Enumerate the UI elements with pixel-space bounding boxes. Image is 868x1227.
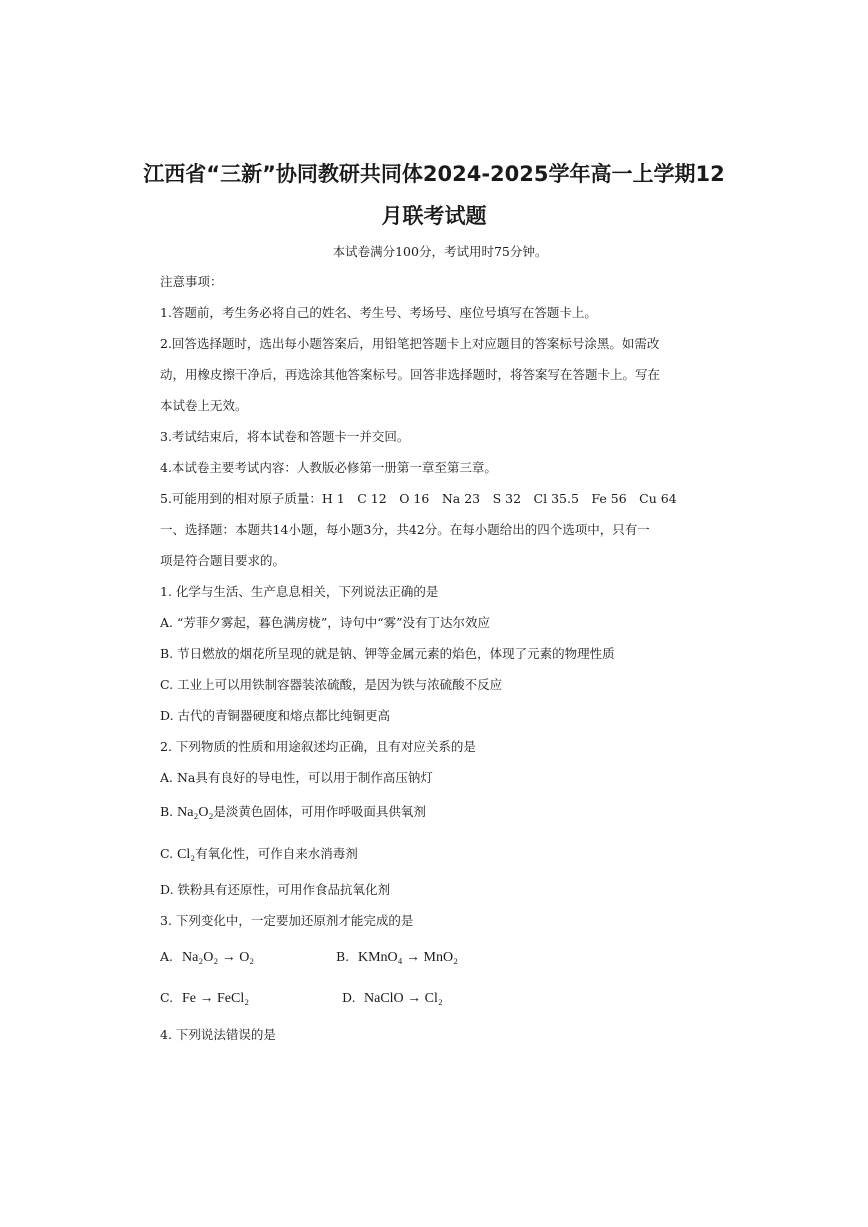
sodium-peroxide-formula: Na₂O₂	[177, 805, 214, 820]
notes-heading: 注意事项：	[160, 274, 223, 289]
section-1-instructions-line2: 项是符合题目要求的。	[160, 553, 286, 568]
note-1: 1.答题前，考生务必将自己的姓名、考生号、考场号、座位号填写在答题卡上。	[160, 305, 597, 320]
question-3-option-c	[160, 989, 249, 1008]
note-5: 5.可能用到的相对原子质量：H 1 C 12 O 16 Na 23 S 32 Cl 35.5 Fe 56 Cu 64	[160, 491, 677, 506]
option-b-label: B.	[336, 949, 350, 964]
question-2-option-a: A. Na具有良好的导电性，可以用于制作高压钠灯	[160, 770, 433, 785]
exam-title-line2: 月联考试题	[381, 204, 487, 228]
question-1-option-c: C. 工业上可以用铁制容器装浓硫酸，是因为铁与浓硫酸不反应	[160, 677, 503, 692]
question-1-stem: 1. 化学与生活、生产息息相关，下列说法正确的是	[160, 584, 439, 599]
note-2-line3: 本试卷上无效。	[160, 398, 248, 413]
note-2-line2: 动，用橡皮擦干净后，再选涂其他答案标号。回答非选择题时，将答案写在答题卡上。写在	[160, 367, 661, 382]
note-2-line1: 2.回答选择题时，选出每小题答案后，用铅笔把答题卡上对应题目的答案标号涂黑。如需改	[160, 336, 660, 351]
exam-title-line1: 江西省“三新”协同教研共同体2024-2025学年高一上学期12	[143, 162, 725, 186]
chlorine-formula: Cl₂	[177, 847, 196, 862]
option-a-label: A.	[160, 949, 174, 964]
exam-subtitle: 本试卷满分100分，考试用时75分钟。	[332, 244, 548, 259]
option-c-label: C.	[160, 990, 174, 1005]
option-c-label: C.	[160, 846, 174, 861]
question-4-stem: 4. 下列说法错误的是	[160, 1027, 276, 1042]
section-1-instructions-line1: 一、选择题：本题共14小题，每小题3分，共42分。在每小题给出的四个选项中，只有一	[160, 522, 650, 537]
option-c-text: 有氧化性，可作自来水消毒剂	[195, 846, 358, 861]
question-3-option-a	[160, 948, 254, 967]
question-3-option-b	[336, 948, 458, 967]
question-1-option-a: A. “芳菲夕雾起，暮色满房栊”，诗句中“雾”没有丁达尔效应	[160, 615, 491, 630]
option-b-label: B.	[160, 804, 174, 819]
option-b-formula: KMnO₄ → MnO₂	[358, 950, 458, 965]
option-d-label: D.	[342, 990, 356, 1005]
question-2-option-c	[160, 846, 720, 863]
question-1-option-d: D. 古代的青铜器硬度和熔点都比纯铜更高	[160, 708, 391, 723]
option-d-formula: NaClO → Cl₂	[364, 991, 443, 1006]
note-3: 3.考试结束后，将本试卷和答题卡一并交回。	[160, 429, 410, 444]
option-a-formula: Na₂O₂ → O₂	[182, 950, 255, 965]
note-4: 4.本试卷主要考试内容：人教版必修第一册第一章至第三章。	[160, 460, 497, 475]
option-c-formula: Fe → FeCl₂	[182, 991, 250, 1006]
question-2-stem: 2. 下列物质的性质和用途叙述均正确，且有对应关系的是	[160, 739, 476, 754]
question-3-stem: 3. 下列变化中，一定要加还原剂才能完成的是	[160, 913, 414, 928]
option-b-text: 是淡黄色固体，可用作呼吸面具供氧剂	[213, 804, 426, 819]
question-3-option-d	[342, 989, 443, 1008]
question-2-option-b	[160, 804, 720, 821]
question-1-option-b: B. 节日燃放的烟花所呈现的就是钠、钾等金属元素的焰色，体现了元素的物理性质	[160, 646, 615, 661]
question-2-option-d: D. 铁粉具有还原性，可用作食品抗氧化剂	[160, 882, 391, 897]
